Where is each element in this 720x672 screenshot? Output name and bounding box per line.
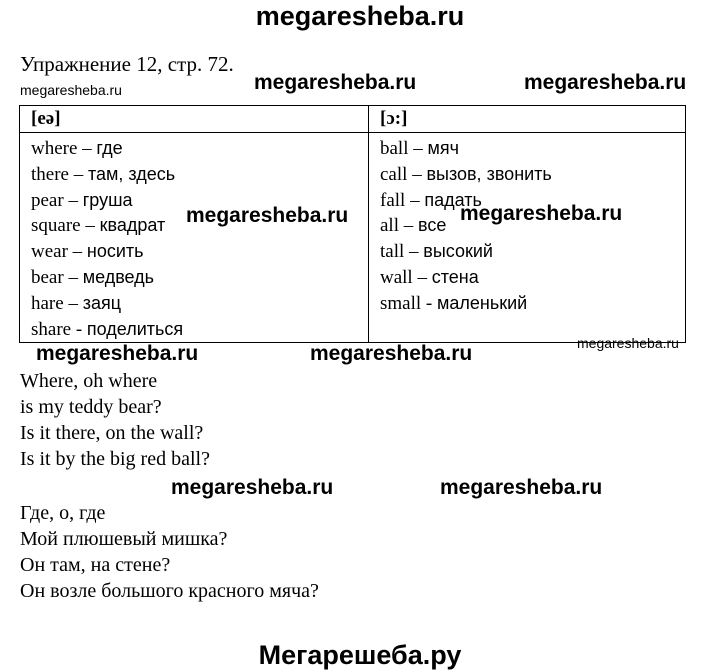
english-word: square (31, 215, 81, 237)
separator: – (399, 215, 418, 237)
english-word: share (31, 318, 72, 340)
word-entry (380, 265, 685, 291)
separator: – (405, 189, 425, 211)
poem-line: Где, о, где (20, 502, 106, 524)
poem-line: Мой плюшевый мишка? (20, 528, 228, 550)
separator: – (404, 241, 424, 263)
watermark: megaresheba.ru (310, 342, 473, 365)
watermark: megaresheba.ru (186, 204, 349, 227)
english-word: small (380, 292, 422, 314)
russian-translation: где (96, 138, 123, 158)
english-word: there (31, 163, 69, 185)
russian-translation: груша (82, 189, 133, 210)
word-entry (31, 239, 368, 265)
separator: – (63, 266, 83, 288)
poem-line: Is it there, on the wall? (20, 422, 204, 444)
column-header-o: [ɔ:] (369, 106, 686, 133)
word-entry (31, 317, 368, 343)
russian-translation: заяц (82, 292, 122, 313)
english-word: tall (380, 241, 405, 263)
word-list-o (369, 133, 686, 343)
word-entry (380, 162, 685, 188)
column-header-ea: [eə] (20, 106, 369, 133)
english-word: hare (31, 292, 64, 314)
russian-translation: носить (86, 241, 144, 262)
poem-english (20, 368, 210, 472)
watermark: megaresheba.ru (440, 476, 603, 499)
russian-translation: там, здесь (87, 163, 176, 184)
english-word: wear (31, 241, 68, 263)
separator: – (68, 163, 88, 185)
russian-translation: все (418, 215, 447, 236)
word-entry (380, 291, 685, 317)
separator: – (63, 189, 83, 211)
word-entry (31, 162, 368, 188)
watermark-small: megaresheba.ru (20, 82, 122, 98)
table-body-row (20, 133, 686, 343)
separator: – (67, 241, 87, 263)
english-word: all (380, 215, 399, 237)
russian-translation: вызов, звонить (426, 163, 552, 184)
separator: - (71, 318, 87, 340)
russian-translation: медведь (82, 266, 155, 287)
russian-translation: падать (424, 189, 482, 210)
english-word: call (380, 163, 408, 185)
poem-russian (20, 500, 319, 604)
separator: – (408, 138, 428, 159)
watermark: megaresheba.ru (524, 71, 687, 94)
russian-translation: мяч (427, 138, 459, 158)
poem-line: Where, oh where (20, 370, 158, 392)
english-word: bear (31, 266, 64, 288)
separator: – (63, 292, 83, 314)
russian-translation: маленький (437, 292, 528, 313)
poem-line: Is it by the big red ball? (20, 448, 210, 470)
word-entry (31, 291, 368, 317)
russian-translation: поделиться (86, 318, 184, 339)
site-footer: Мегарешеба.ру (258, 640, 462, 670)
exercise-heading: Упражнение 12, стр. 72. (20, 52, 234, 76)
word-list-ea (20, 133, 369, 343)
word-entry (31, 265, 368, 291)
word-entry (380, 136, 685, 162)
word-entry (380, 239, 685, 265)
russian-translation: стена (431, 266, 479, 287)
separator: – (407, 163, 427, 185)
russian-translation: высокий (423, 241, 493, 262)
english-word: ball (380, 138, 409, 159)
english-word: pear (31, 189, 64, 211)
poem-line: Он возле большого красного мяча? (20, 580, 319, 602)
poem-line: is my teddy bear? (20, 396, 162, 418)
english-word: fall (380, 189, 406, 211)
russian-translation: квадрат (99, 215, 166, 236)
english-word: wall (380, 266, 413, 288)
english-word: where (31, 138, 78, 159)
separator: – (412, 266, 432, 288)
word-entry (31, 136, 368, 162)
separator: – (77, 138, 97, 159)
table-header-row (20, 106, 686, 133)
separator: – (80, 215, 100, 237)
site-title: megaresheba.ru (255, 1, 465, 31)
poem-line: Он там, на стене? (20, 554, 171, 576)
watermark: megaresheba.ru (36, 342, 199, 365)
separator: - (421, 292, 437, 314)
watermark: megaresheba.ru (171, 476, 334, 499)
watermark: megaresheba.ru (254, 71, 417, 94)
watermark-small: megaresheba.ru (577, 335, 679, 351)
watermark: megaresheba.ru (460, 202, 623, 225)
